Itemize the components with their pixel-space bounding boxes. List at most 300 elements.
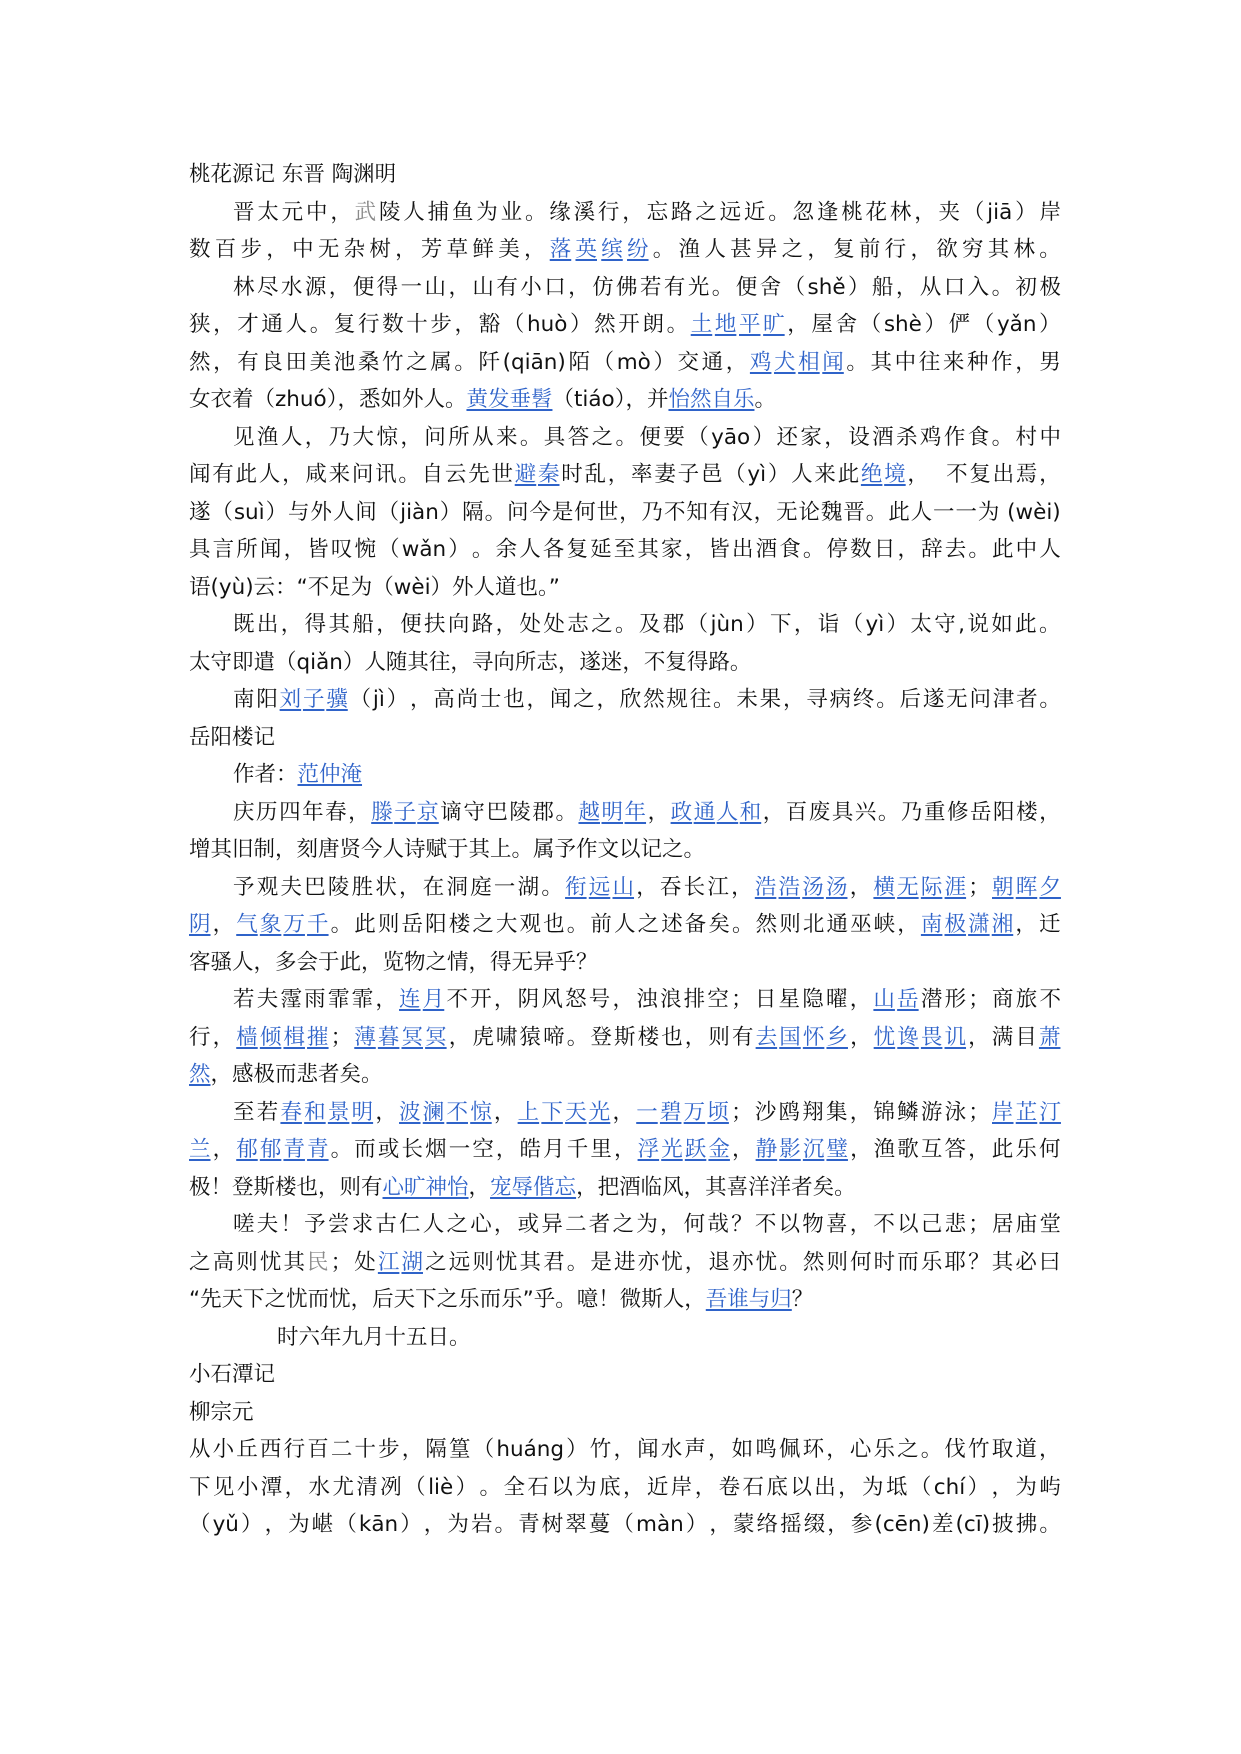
hyperlink[interactable]: 犬	[774, 349, 796, 375]
hyperlink[interactable]: 纷	[627, 237, 649, 262]
text-run: 津	[992, 687, 1015, 712]
hyperlink[interactable]: 远	[588, 874, 611, 900]
hyperlink[interactable]: 涯	[944, 874, 967, 900]
text-run: 酒	[755, 537, 778, 562]
text-run: 人	[704, 237, 726, 262]
hyperlink[interactable]: 怀	[802, 1024, 825, 1050]
text-run: 树	[369, 237, 391, 262]
text-run: 。	[494, 1512, 517, 1537]
text-run: 君	[543, 1249, 565, 1275]
text-run: 底	[599, 1474, 621, 1500]
text-run: 陵	[327, 874, 350, 900]
text-run: 中	[292, 237, 314, 262]
text-run: 既	[233, 612, 255, 637]
hyperlink[interactable]: 光	[588, 1099, 611, 1125]
hyperlink[interactable]: 汤	[802, 874, 824, 900]
text-run: （	[502, 312, 525, 337]
text-run: 数	[850, 537, 872, 562]
hyperlink[interactable]: 和	[739, 799, 762, 825]
hyperlink[interactable]: 旷	[763, 312, 785, 337]
hyperlink[interactable]: 京	[417, 799, 439, 825]
hyperlink[interactable]: 惊	[470, 1099, 492, 1125]
hyperlink[interactable]: 骥	[326, 687, 348, 712]
text-run: 此	[354, 912, 376, 937]
text-run: 志	[567, 612, 589, 637]
hyperlink[interactable]: 和	[304, 1099, 326, 1125]
hyperlink[interactable]: 谗	[897, 1024, 919, 1050]
text-run: 诣	[817, 612, 840, 637]
taohua-p3-line1	[189, 419, 1061, 457]
text-run: 通	[261, 312, 283, 337]
text-run: ，	[348, 799, 370, 825]
hyperlink[interactable]: 兰	[189, 1137, 211, 1162]
text-run: 出	[992, 462, 1015, 487]
text-run: ，	[619, 499, 641, 525]
hyperlink[interactable]: 樯	[236, 1024, 258, 1050]
text-run: yì	[747, 462, 767, 487]
text-run: 至	[613, 537, 636, 562]
text-run: 观	[519, 912, 542, 937]
hyperlink[interactable]: 浩	[778, 874, 801, 900]
hyperlink[interactable]: 汀	[1039, 1099, 1061, 1125]
text-run: 。	[330, 1137, 353, 1162]
text-run: 卷	[718, 1474, 741, 1500]
text-run: 堂	[1039, 1212, 1061, 1237]
hyperlink[interactable]: 阴	[189, 912, 211, 937]
text-run: ；	[968, 874, 990, 900]
text-run: 水	[660, 1437, 683, 1462]
hyperlink[interactable]: 天	[565, 1099, 587, 1125]
text-run: ，	[897, 912, 919, 937]
hyperlink[interactable]: 芷	[1015, 1099, 1038, 1125]
text-run: 太守即遣（qiǎn）人随其往，寻向所志，遂迷，不复得路。	[189, 649, 752, 675]
text-run: ，	[824, 424, 846, 450]
text-run: kān	[358, 1512, 399, 1537]
text-run: 一	[400, 274, 423, 300]
yueyang-p1-line2	[189, 831, 1061, 869]
text-run: 斯	[613, 1024, 636, 1050]
text-run: 郡	[532, 799, 554, 825]
text-run: ，	[850, 1024, 872, 1050]
hyperlink[interactable]: 摧	[307, 1024, 329, 1050]
text-run: 花	[865, 199, 888, 225]
hyperlink[interactable]: 乡	[826, 1024, 848, 1050]
text-run: huáng	[496, 1437, 565, 1462]
hyperlink[interactable]: 闻	[822, 349, 844, 375]
text-run: ）	[752, 424, 775, 450]
text-run: 酒	[872, 424, 894, 450]
text-run: 曰	[1038, 1249, 1061, 1275]
text-run: 极	[1039, 274, 1061, 300]
text-run: 排	[683, 987, 706, 1012]
hyperlink[interactable]: 朝	[992, 874, 1014, 900]
hyperlink[interactable]: 人	[716, 799, 739, 825]
text-run: jùn	[710, 612, 744, 637]
hyperlink[interactable]: 山	[612, 874, 635, 900]
taohua-title: 桃花源记 东晋 陶渊明	[189, 162, 397, 187]
text-run: ）	[455, 1474, 478, 1500]
text-run: 而	[354, 1137, 376, 1162]
text-run: 此	[235, 462, 258, 487]
text-run: ）	[653, 349, 675, 375]
hyperlink[interactable]: 明	[351, 1099, 374, 1125]
hyperlink[interactable]: 璧	[826, 1137, 848, 1162]
hyperlink[interactable]: 薄	[354, 1024, 376, 1050]
text-run: 大	[352, 424, 375, 450]
text-run: 具	[543, 424, 566, 450]
text-run: 泳	[944, 1099, 967, 1125]
hyperlink[interactable]: 明	[601, 799, 624, 825]
text-run: 如	[731, 1437, 754, 1462]
text-run: 在	[422, 874, 445, 900]
hyperlink[interactable]: 碧	[659, 1099, 682, 1125]
hyperlink[interactable]: 气	[236, 912, 258, 937]
hyperlink[interactable]: 萧	[1038, 1024, 1061, 1050]
text-run: 则	[826, 1249, 848, 1275]
text-run: ，	[395, 237, 417, 262]
hyperlink[interactable]: 子	[302, 687, 325, 712]
hyperlink[interactable]: 岳	[897, 987, 919, 1012]
text-run: 其	[519, 1249, 542, 1275]
text-run: 从	[472, 424, 494, 450]
hyperlink[interactable]: 吾谁与归	[705, 1287, 792, 1312]
hyperlink[interactable]: 然	[189, 1062, 211, 1087]
text-run: （	[349, 687, 372, 712]
text-run: 之	[591, 424, 614, 450]
text-run: 便	[639, 424, 661, 450]
text-run: 。	[876, 687, 898, 712]
hyperlink[interactable]: 暮	[377, 1024, 400, 1050]
hyperlink[interactable]: 湘	[991, 912, 1014, 937]
text-run: 此	[991, 1137, 1014, 1162]
text-run: 岩	[470, 1512, 493, 1537]
text-run: 春	[325, 799, 347, 825]
hyperlink[interactable]: 江	[377, 1249, 400, 1275]
text-run: 阡	[478, 349, 501, 375]
hyperlink[interactable]: 湖	[401, 1249, 423, 1275]
text-run: 石	[742, 1474, 765, 1500]
text-run: ，	[622, 199, 644, 225]
hyperlink[interactable]: 汤	[825, 874, 848, 900]
text-run: 歌	[897, 1137, 919, 1162]
hyperlink[interactable]: 冥	[401, 1024, 423, 1050]
text-run: ，	[914, 199, 936, 225]
text-run: (qiān)	[502, 349, 566, 375]
hyperlink[interactable]: 金	[708, 1137, 730, 1162]
hyperlink[interactable]: 政	[670, 799, 693, 825]
text-run: 尤	[332, 1474, 354, 1500]
hyperlink[interactable]: 楫	[283, 1024, 305, 1050]
hyperlink[interactable]: 刘	[279, 687, 302, 712]
hyperlink[interactable]: 忧	[873, 1024, 896, 1050]
hyperlink[interactable]: 影	[779, 1137, 801, 1162]
hyperlink[interactable]: 鸡	[749, 349, 772, 375]
text-run: 不	[663, 499, 686, 525]
text-run: ，	[725, 349, 748, 375]
text-run: 林	[233, 274, 255, 300]
text-run: ，	[684, 537, 707, 562]
hyperlink[interactable]: 澜	[422, 1099, 445, 1125]
hyperlink[interactable]: 下	[541, 1099, 563, 1125]
hyperlink[interactable]: 衔	[565, 874, 587, 900]
text-run: 参	[850, 1512, 873, 1537]
hyperlink[interactable]: 无	[897, 874, 919, 900]
text-run: （tiáo），并	[552, 387, 669, 412]
text-run: 。	[802, 537, 825, 562]
hyperlink[interactable]: 英	[575, 237, 597, 262]
text-run: ，	[647, 799, 670, 825]
hyperlink[interactable]: 相	[798, 349, 820, 375]
text-run: 坻	[885, 1474, 908, 1500]
hyperlink[interactable]: 范仲淹	[297, 762, 363, 787]
text-run: 此	[992, 537, 1014, 562]
hyperlink[interactable]: 地	[714, 312, 737, 337]
text-run: 捕	[427, 199, 450, 225]
text-run: ，	[596, 687, 618, 712]
hyperlink[interactable]: 春	[280, 1099, 302, 1125]
hyperlink[interactable]: 宠辱偕忘	[490, 1174, 577, 1200]
hyperlink[interactable]: 象	[259, 912, 282, 937]
text-run: 路	[670, 199, 693, 225]
text-run: 仿	[592, 274, 614, 300]
hyperlink[interactable]: 万	[283, 912, 305, 937]
text-run: 来	[942, 349, 965, 375]
hyperlink[interactable]: 浩	[754, 874, 777, 900]
text-run: 曜	[825, 987, 848, 1012]
text-run: 乐	[920, 1249, 943, 1275]
text-run: yǎn	[996, 312, 1037, 337]
hyperlink[interactable]: 沉	[802, 1137, 825, 1162]
text-run: 无	[946, 687, 968, 712]
text-run: （	[962, 199, 985, 225]
text-run: 为	[1015, 1474, 1037, 1500]
hyperlink[interactable]: 去	[755, 1024, 778, 1050]
hyperlink[interactable]: 一	[636, 1099, 658, 1125]
text-run: 以	[778, 1212, 801, 1237]
text-run: ，	[991, 1474, 1013, 1500]
hyperlink[interactable]: 越	[578, 799, 600, 825]
text-run: 闻	[189, 462, 211, 487]
text-run: 鸣	[755, 1437, 777, 1462]
text-run: 郡	[662, 612, 685, 637]
hyperlink[interactable]: 怡然自乐	[668, 387, 755, 412]
hyperlink[interactable]: 不	[446, 1099, 468, 1125]
hyperlink[interactable]: 郁	[259, 1137, 282, 1162]
text-run: 蔓	[588, 1512, 611, 1537]
text-run: 佩	[778, 1437, 801, 1462]
hyperlink[interactable]: 光	[661, 1137, 683, 1162]
text-run: ，	[1015, 349, 1037, 375]
text-run: 增其旧制，刻唐贤今人诗赋于其上。属予作文以记之。	[189, 837, 706, 862]
text-run: （	[404, 1474, 426, 1500]
hyperlink[interactable]: 绝	[860, 462, 883, 487]
taohua-p5-line1	[189, 681, 1061, 719]
text-run: 停	[826, 537, 849, 562]
text-run: 大	[495, 912, 518, 937]
hyperlink[interactable]: 国	[779, 1024, 801, 1050]
hyperlink[interactable]: 子	[394, 799, 416, 825]
text-run: 欣	[619, 687, 642, 712]
text-run: 互	[920, 1137, 943, 1162]
text-run: 予	[233, 874, 255, 900]
text-run: 言	[212, 537, 235, 562]
yueyang-p2-line1	[189, 869, 1061, 907]
text-run: 具	[831, 799, 854, 825]
text-run: 见	[212, 1474, 235, 1500]
hyperlink[interactable]: 土	[690, 312, 713, 337]
hyperlink[interactable]: 心旷神怡	[382, 1174, 469, 1200]
text-run: 二	[565, 1212, 587, 1237]
hyperlink[interactable]: 月	[422, 987, 445, 1012]
hyperlink[interactable]: 跃	[684, 1137, 707, 1162]
text-run: 潭	[260, 1474, 283, 1500]
hyperlink[interactable]: 际	[920, 874, 943, 900]
text-run: 北	[802, 912, 825, 937]
hyperlink[interactable]: 缤	[601, 237, 623, 262]
text-run: 豁	[478, 312, 501, 337]
hyperlink[interactable]: 万	[683, 1099, 706, 1125]
text-run: 烟	[425, 1137, 447, 1162]
hyperlink[interactable]: 郁	[236, 1137, 258, 1162]
text-run: 清	[356, 1474, 378, 1500]
hyperlink[interactable]: 千	[307, 912, 329, 937]
text-run: 说	[967, 612, 989, 637]
text-run: ，	[399, 874, 421, 900]
text-run: 具	[189, 537, 211, 562]
hyperlink[interactable]: 浮	[637, 1137, 660, 1162]
hyperlink[interactable]: 青	[307, 1137, 329, 1162]
text-run: 甚	[730, 237, 752, 262]
text-run: 集	[825, 1099, 848, 1125]
hyperlink[interactable]: 夕	[1039, 874, 1061, 900]
text-run: 桑	[357, 349, 380, 375]
hyperlink[interactable]: 波	[399, 1099, 421, 1125]
text-run: 知	[686, 499, 708, 525]
hyperlink[interactable]: 静	[755, 1137, 778, 1162]
hyperlink[interactable]: 岸	[992, 1099, 1014, 1125]
text-run: 出	[731, 537, 754, 562]
hyperlink[interactable]: 黄发垂髫	[466, 387, 553, 412]
text-run: 必	[1015, 1249, 1037, 1275]
hyperlink[interactable]: 山	[873, 987, 895, 1012]
text-run: 夹	[938, 199, 961, 225]
text-run: 之	[897, 1437, 919, 1462]
hyperlink[interactable]: 畏	[920, 1024, 943, 1050]
text-run: ，	[375, 1099, 397, 1125]
text-run: 声	[684, 1437, 706, 1462]
text-run: ,	[958, 612, 965, 637]
text-run: 然	[755, 912, 778, 937]
text-run: 问	[424, 424, 446, 450]
text-run: 述	[661, 912, 683, 937]
hyperlink[interactable]: 年	[624, 799, 647, 825]
text-run: 往	[689, 687, 712, 712]
text-run: ，	[266, 237, 288, 262]
text-run: 篁	[449, 1437, 471, 1462]
text-run: （	[377, 499, 400, 525]
text-run: 乐	[1015, 1137, 1037, 1162]
hyperlink[interactable]: 秦	[537, 462, 560, 487]
text-run: 亦	[637, 1249, 660, 1275]
text-run: 空	[707, 987, 729, 1012]
text-run: 池	[333, 349, 356, 375]
text-run: 则	[236, 1249, 258, 1275]
text-run: 皓	[519, 1137, 542, 1162]
text-run: 。	[711, 274, 734, 300]
hyperlink[interactable]: 滕	[371, 799, 393, 825]
text-run: ，	[304, 424, 327, 450]
text-run: 隐	[802, 987, 824, 1012]
text-run: 摇	[780, 1512, 802, 1537]
text-run: 设	[848, 424, 870, 450]
text-run: ；	[968, 987, 990, 1012]
text-run: 有	[732, 1024, 754, 1050]
text-run: ）	[924, 312, 947, 337]
hyperlink[interactable]: 景	[327, 1099, 350, 1125]
text-run: 十	[354, 1437, 376, 1462]
hyperlink[interactable]: 落	[549, 237, 572, 262]
text-run: ）	[448, 537, 470, 562]
text-run: ，	[1039, 462, 1061, 487]
text-run: ；	[968, 1099, 990, 1125]
document-body	[189, 156, 1061, 1544]
hyperlink[interactable]: 冥	[425, 1024, 447, 1050]
hyperlink[interactable]: 横	[873, 874, 895, 900]
hyperlink[interactable]: 潇	[968, 912, 990, 937]
hyperlink[interactable]: 极	[944, 912, 967, 937]
text-run: ，	[213, 312, 235, 337]
text-run: 终	[852, 687, 875, 712]
text-run: huò	[526, 312, 568, 337]
hyperlink[interactable]: 境	[884, 462, 906, 487]
text-run: 中	[1039, 424, 1061, 450]
text-run: 。	[524, 199, 547, 225]
text-run: ，	[1038, 1437, 1061, 1462]
hyperlink[interactable]: 青	[283, 1137, 305, 1162]
text-run: ，	[849, 1099, 872, 1125]
hyperlink[interactable]: 南	[920, 912, 943, 937]
text-run: 答	[567, 424, 590, 450]
xiaoshitan-author: 柳宗元	[189, 1399, 254, 1425]
hyperlink[interactable]: 连	[399, 987, 421, 1012]
hyperlink[interactable]: 顷	[707, 1099, 729, 1125]
text-run: 岸	[670, 1474, 693, 1500]
hyperlink[interactable]: 讥	[944, 1024, 967, 1050]
text-run: 庆	[233, 799, 255, 825]
text-run: 兴	[854, 799, 877, 825]
hyperlink[interactable]: 避	[514, 462, 537, 487]
text-run: 得	[304, 612, 327, 637]
hyperlink[interactable]: 通	[693, 799, 716, 825]
text-run: 作者：	[233, 762, 298, 787]
text-run: ；	[731, 987, 753, 1012]
text-run: 复	[969, 462, 991, 487]
hyperlink[interactable]: 晖	[1015, 874, 1038, 900]
text-run: 居	[992, 1212, 1014, 1237]
text-run: 渔	[678, 237, 701, 262]
hyperlink[interactable]: 平	[739, 312, 761, 337]
text-run: 太	[910, 612, 932, 637]
text-run: 才	[237, 312, 259, 337]
text-run: ）	[241, 1512, 263, 1537]
text-run: 从	[189, 1437, 211, 1462]
text-run: 晋	[843, 499, 865, 525]
hyperlink[interactable]: 倾	[259, 1024, 282, 1050]
hyperlink[interactable]: 上	[517, 1099, 540, 1125]
text-run: 或	[377, 1137, 400, 1162]
yueyang-p4-line2	[189, 1131, 1061, 1169]
text-run: ）	[386, 687, 409, 712]
